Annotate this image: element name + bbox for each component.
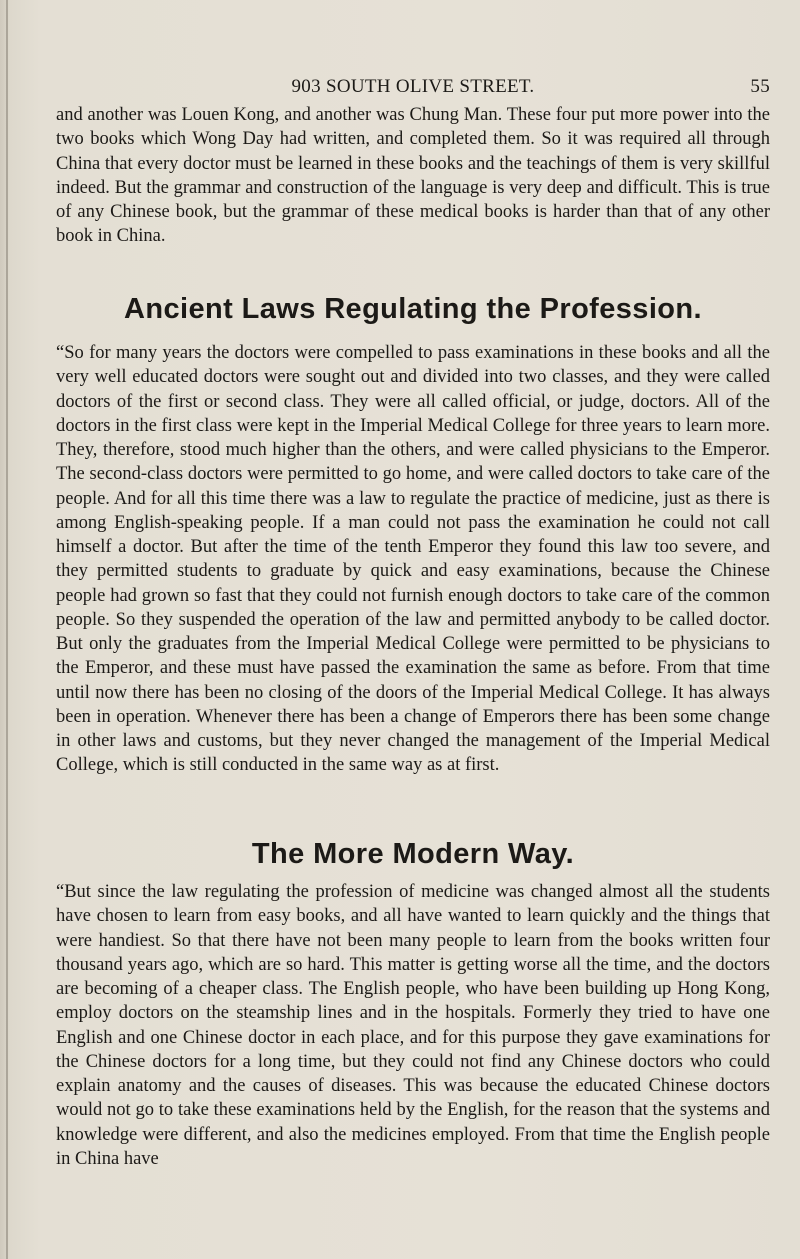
running-header xyxy=(56,76,770,102)
section-heading-ancient-laws: Ancient Laws Regulating the Profession. xyxy=(124,293,702,325)
running-header-title: 903 SOUTH OLIVE STREET. xyxy=(291,76,535,97)
page-gutter-edge xyxy=(6,0,8,1259)
paragraph-2: “So for many years the doctors were compelled to pass examinations in these books and all the very well educated doctors were sought out and divided into two classes, and they were called doctors of the first or second class. They were all called official, or judge, doctors. All of the doctors in the first class were kept in the Imperial Medical College for three years to learn more. They, therefore, stood much higher than the others, and were called physicians to the Emperor. The second-class doctors were permitted to go home, and were called doctors to take care of the people. And for all this time there was a law to regulate the practice of medicine, just as there is among English-speaking people. If a man could not pass the examination he could not call himself a doctor. But after the time of the tenth Emperor they found this law too severe, and they permitted students to graduate by quick and easy examinations, because the Chinese people had grown so fast that they could not furnish enough doctors to take care of the common people. So they suspended the operation of the law and permitted anybody to be called doctor. But only the graduates from the Imperial Medical College were permitted to be physicians to the Emperor, and these must have passed the examination the same as before. From that time until now there has been no closing of the doors of the Imperial Medical College. It has always been in operation. Whenever there has been a change of Emperors there has been some change in other laws and customs, but they never changed the management of the Imperial Medical College, which is still conducted in the same way as at first. xyxy=(56,343,770,776)
paragraph-3: “But since the law regulating the profession of medicine was changed almost all the students have chosen to learn from easy books, and all have wanted to learn quickly and the things that were handiest. So that there have not been many people to learn from the books written four thousand years ago, which are so hard. This matter is getting worse all the time, and the doctors are becoming of a cheaper class. The English people, who have been building up Hong Kong, employ doctors on the steamship lines and in the hospitals. Formerly they tried to have one English and one Chinese doctor in each place, and for this purpose they gave examinations for the Chinese doctors for a long time, but they could not find any Chinese doctors who could explain anatomy and the causes of diseases. This was because the educated Chinese doctors would not go to take these examinations held by the English, for the reason that the systems and knowledge were different, and also the medicines employed. From that time the English people in China have xyxy=(56,882,770,1169)
page-number: 55 xyxy=(750,76,770,97)
section-heading-modern-way: The More Modern Way. xyxy=(251,838,575,870)
paragraph-1: and another was Louen Kong, and another was Chung Man. These four put more power into the two books which Wong Day had written, and completed them. So it was required all through China that every doctor must be learned in these books and the teachings of them is very skillful indeed. But the grammar and construction of the language is very deep and difficult. This is true of any Chinese book, but the grammar of these medical books is harder than that of any other book in China. xyxy=(56,105,770,247)
